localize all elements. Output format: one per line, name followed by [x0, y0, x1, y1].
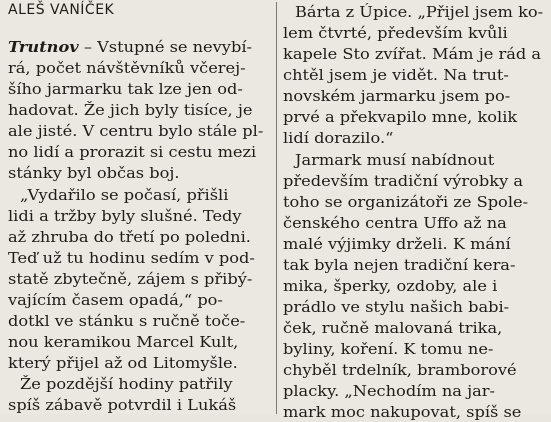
article-line: až zhruba do třetí po poledni. — [8, 228, 251, 246]
article-line: kapele Sto zvířat. Mám je rád a — [283, 45, 542, 63]
article-line: čenského centra Uffo až na — [283, 214, 507, 232]
article-line: prvé a překvapilo mne, kolik — [283, 108, 518, 126]
article-line: hadovat. Že jich byly tisíce, je — [8, 101, 253, 119]
article-line: stánky byl občas boj. — [8, 164, 180, 182]
article-line: ale jisté. V centru bylo stále pl- — [8, 122, 264, 140]
article-line: tak byla nejen tradiční kera- — [283, 256, 516, 274]
article-line: malé výjimky drželi. K mání — [283, 235, 511, 253]
dateline-place: Trutnov — [8, 38, 79, 56]
article-line: statě zbytečně, zájem s přibý- — [8, 270, 253, 288]
article-line: chtěl jsem je vidět. Na trut- — [283, 66, 509, 84]
author-byline: ALEŠ VANÍČEK — [8, 2, 115, 18]
article-line: toho se organizátoři ze Spole- — [283, 193, 529, 211]
article-line: který přijel až od Litomyšle. — [8, 354, 238, 372]
article-line — [8, 38, 252, 57]
article-line: prádlo ve stylu našich babi- — [283, 298, 510, 316]
article-line: šího jarmarku tak lze jen od- — [8, 80, 243, 98]
article-line: mark moc nakupovat, spíš se — [283, 403, 522, 421]
article-line: „Vydařilo se počasí, přišli — [20, 186, 229, 204]
article-line: především tradiční výrobky a — [283, 172, 524, 190]
article-line: dotkl ve stánku s ručně toče- — [8, 312, 246, 330]
article-line: lidi a tržby byly slušné. Tedy — [8, 207, 242, 225]
article-line: vajícím časem opadá,“ po- — [8, 291, 223, 309]
article-line: no lidí a prorazit si cestu mezi — [8, 143, 257, 161]
article-line: ček, ručně malovaná trika, — [283, 319, 503, 337]
article-line: spíš zábavě potvrdil i Lukáš — [8, 396, 237, 414]
article-line: Že pozdější hodiny patřily — [20, 375, 233, 393]
article-line-text: – Vstupné se nevybí- — [78, 38, 252, 56]
article-line: mika, šperky, ozdoby, ale i — [283, 277, 498, 295]
article-line: chyběl trdelník, bramborové — [283, 361, 517, 379]
article-line: Teď už tu hodinu sedím v pod- — [8, 249, 255, 267]
article-line: byliny, koření. K tomu ne- — [283, 340, 494, 358]
column-divider — [276, 2, 277, 414]
article-line: rá, počet návštěvníků včerej- — [8, 59, 246, 77]
article-line: novském jarmarku jsem po- — [283, 87, 511, 105]
article-line: lidí dorazilo.“ — [283, 129, 394, 147]
article-line: Bárta z Úpice. „Přijel jsem ko- — [295, 3, 544, 21]
article-line: placky. „Nechodím na jar- — [283, 382, 496, 400]
article-line: lem čtvrté, především kvůli — [283, 24, 508, 42]
article-line: Jarmark musí nabídnout — [295, 151, 495, 169]
article-line: nou keramikou Marcel Kult, — [8, 333, 239, 351]
